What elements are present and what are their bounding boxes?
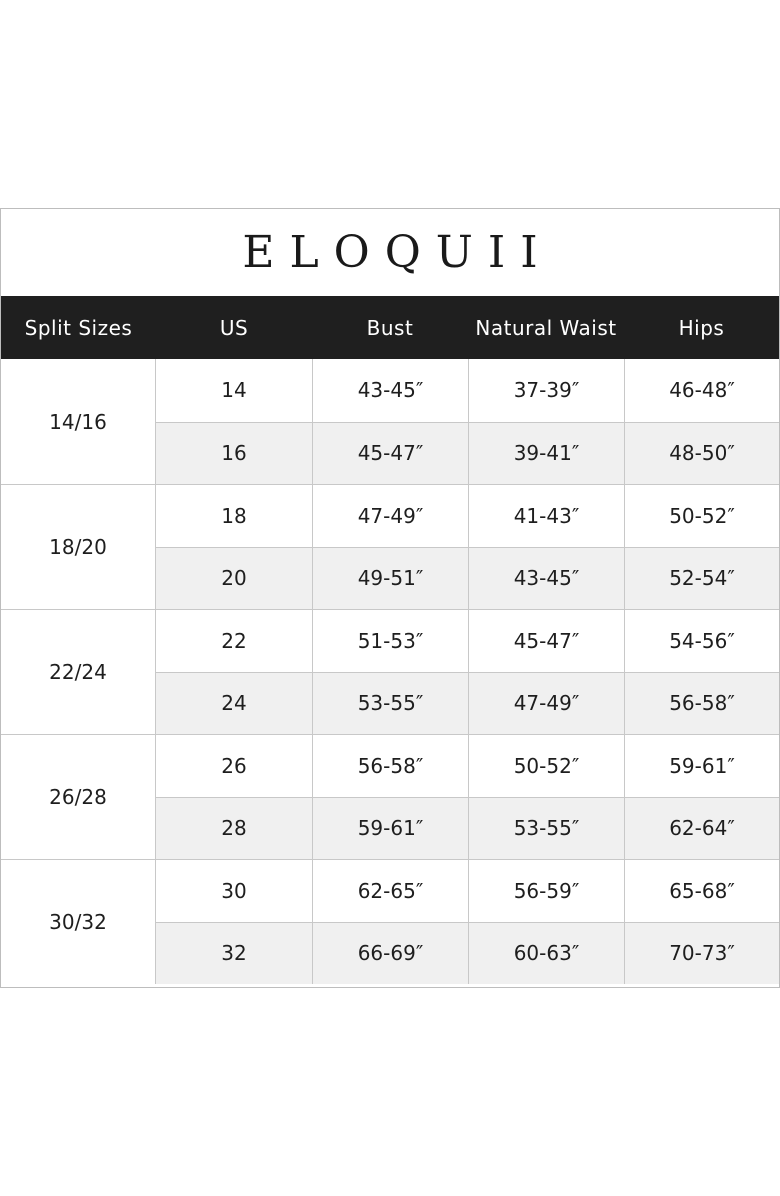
natural-waist-cell: 45-47″ — [468, 610, 624, 672]
table-row — [156, 734, 779, 797]
table-row — [156, 422, 779, 485]
bust-cell: 43-45″ — [312, 359, 468, 422]
brand-logo: ELOQUII — [242, 227, 553, 278]
table-row — [156, 484, 779, 547]
hips-cell: 56-58″ — [624, 673, 779, 735]
natural-waist-cell: 37-39″ — [468, 359, 624, 422]
table-row — [156, 609, 779, 672]
table-row — [156, 359, 779, 422]
hips-cell: 65-68″ — [624, 860, 779, 922]
header-split-sizes: Split Sizes — [24, 315, 133, 340]
header-natural-waist: Natural Waist — [475, 315, 617, 340]
hips-cell: 62-64″ — [624, 798, 779, 860]
table-row — [156, 672, 779, 735]
split-size-cell: 22/24 — [1, 609, 156, 734]
bust-cell: 56-58″ — [312, 735, 468, 797]
us-size-cell: 24 — [221, 691, 247, 716]
hips-cell: 46-48″ — [624, 359, 779, 422]
split-size-cell: 18/20 — [1, 484, 156, 609]
us-size-cell: 16 — [221, 441, 247, 466]
header-bust: Bust — [366, 315, 414, 340]
hips-cell: 59-61″ — [624, 735, 779, 797]
table-row — [156, 547, 779, 610]
hips-cell: 52-54″ — [624, 548, 779, 610]
natural-waist-cell: 50-52″ — [468, 735, 624, 797]
natural-waist-cell: 39-41″ — [468, 423, 624, 485]
natural-waist-cell: 41-43″ — [468, 485, 624, 547]
bust-cell: 53-55″ — [312, 673, 468, 735]
table-body — [1, 359, 779, 984]
natural-waist-cell: 60-63″ — [468, 923, 624, 985]
us-size-cell: 28 — [221, 816, 247, 841]
split-size-cell: 30/32 — [1, 859, 156, 984]
us-size-cell: 22 — [221, 628, 247, 653]
hips-cell: 50-52″ — [624, 485, 779, 547]
us-size-cell: 18 — [221, 503, 247, 528]
bust-cell: 51-53″ — [312, 610, 468, 672]
natural-waist-cell: 43-45″ — [468, 548, 624, 610]
bust-cell: 62-65″ — [312, 860, 468, 922]
header-hips: Hips — [678, 315, 725, 340]
us-size-cell: 14 — [221, 378, 247, 403]
natural-waist-cell: 56-59″ — [468, 860, 624, 922]
hips-cell: 70-73″ — [624, 923, 779, 985]
size-chart — [0, 208, 780, 988]
split-size-column — [1, 359, 156, 984]
measurement-rows — [156, 359, 779, 984]
bust-cell: 66-69″ — [312, 923, 468, 985]
table-row — [156, 859, 779, 922]
natural-waist-cell: 53-55″ — [468, 798, 624, 860]
us-size-cell: 32 — [221, 941, 247, 966]
bust-cell: 59-61″ — [312, 798, 468, 860]
table-row — [156, 922, 779, 985]
bust-cell: 47-49″ — [312, 485, 468, 547]
header-us: US — [219, 315, 249, 340]
bust-cell: 49-51″ — [312, 548, 468, 610]
table-header — [1, 296, 779, 359]
us-size-cell: 20 — [221, 566, 247, 591]
us-size-cell: 30 — [221, 878, 247, 903]
hips-cell: 48-50″ — [624, 423, 779, 485]
split-size-cell: 26/28 — [1, 734, 156, 859]
us-size-cell: 26 — [221, 753, 247, 778]
table-row — [156, 797, 779, 860]
split-size-cell: 14/16 — [1, 359, 156, 484]
natural-waist-cell: 47-49″ — [468, 673, 624, 735]
hips-cell: 54-56″ — [624, 610, 779, 672]
bust-cell: 45-47″ — [312, 423, 468, 485]
